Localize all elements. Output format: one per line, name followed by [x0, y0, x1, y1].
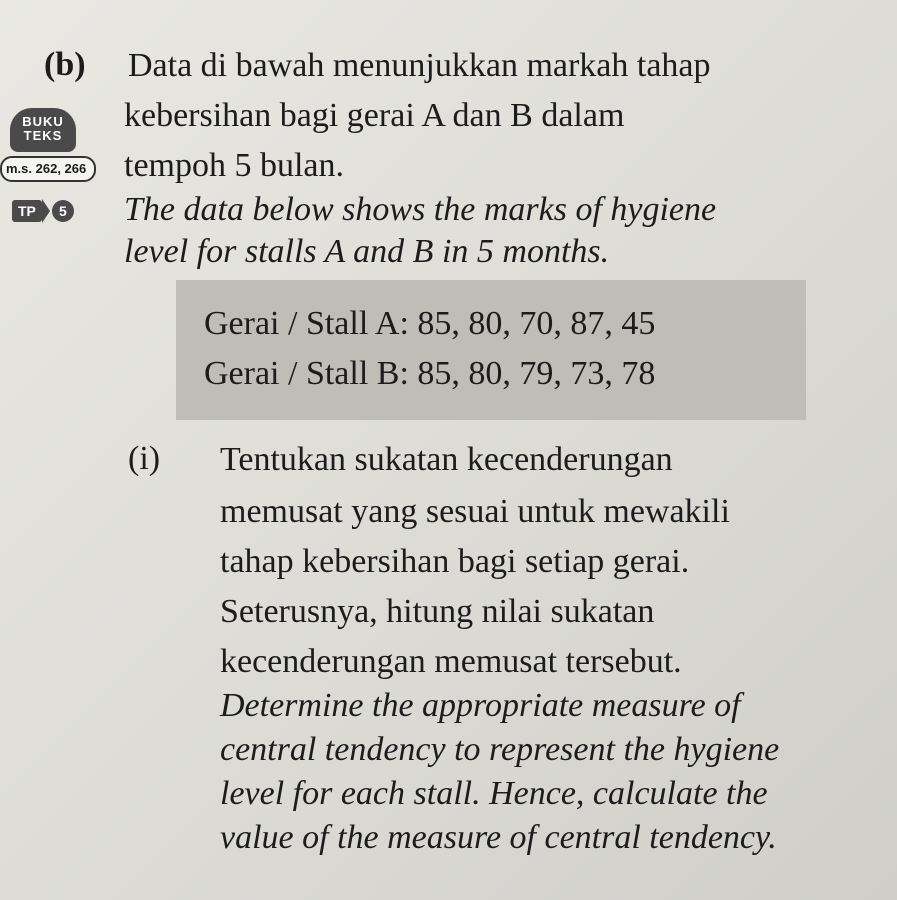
sub-english-line-2: central tendency to represent the hygiene [220, 731, 780, 768]
stall-b-label: Gerai / Stall B: [204, 355, 409, 392]
textbook-badge-buku: BUKU [22, 114, 64, 129]
page-reference-badge: m.s. 262, 266 [0, 156, 96, 182]
stall-a-values: 85, 80, 70, 87, 45 [417, 305, 656, 342]
question-number: (b) [44, 46, 86, 83]
question-malay-line-2-text: kebersihan bagi gerai A dan B dalam [124, 97, 625, 134]
stall-b-row [204, 354, 655, 394]
tp-label: TP [12, 200, 42, 222]
data-box [176, 280, 806, 420]
sub-malay-line-3: tahap kebersihan bagi setiap gerai. [220, 543, 690, 580]
sub-malay-line-1: Tentukan sukatan kecenderungan [220, 441, 673, 478]
textbook-badge-teks: TEKS [23, 128, 63, 143]
question-malay-line-3: tempoh 5 bulan. [124, 147, 345, 184]
stall-a-row [204, 304, 655, 344]
sub-question-number: (i) [128, 440, 161, 477]
textbook-badge [10, 108, 76, 152]
tp-arrow-icon [42, 199, 50, 223]
sub-malay-line-2: memusat yang sesuai untuk mewakili [220, 493, 730, 530]
question-english-line-1: The data below shows the marks of hygiene [124, 191, 717, 228]
sub-english-line-3: level for each stall. Hence, calculate the [220, 775, 768, 812]
stall-a-label: Gerai / Stall A: [204, 305, 409, 342]
stall-b-values: 85, 80, 79, 73, 78 [417, 355, 656, 392]
sub-english-line-1: Determine the appropriate measure of [220, 687, 741, 724]
question-malay-line-1: Data di bawah menunjukkan markah tahap [128, 47, 711, 84]
tp-level-badge [12, 198, 74, 224]
sub-malay-line-5: kecenderungan memusat tersebut. [220, 643, 682, 680]
question-malay-line-2 [124, 96, 624, 136]
question-english-line-2: level for stalls A and B in 5 months. [124, 233, 610, 270]
sub-english-line-4: value of the measure of central tendency. [220, 819, 777, 856]
tp-level-number: 5 [52, 200, 74, 222]
sub-malay-line-4: Seterusnya, hitung nilai sukatan [220, 593, 655, 630]
